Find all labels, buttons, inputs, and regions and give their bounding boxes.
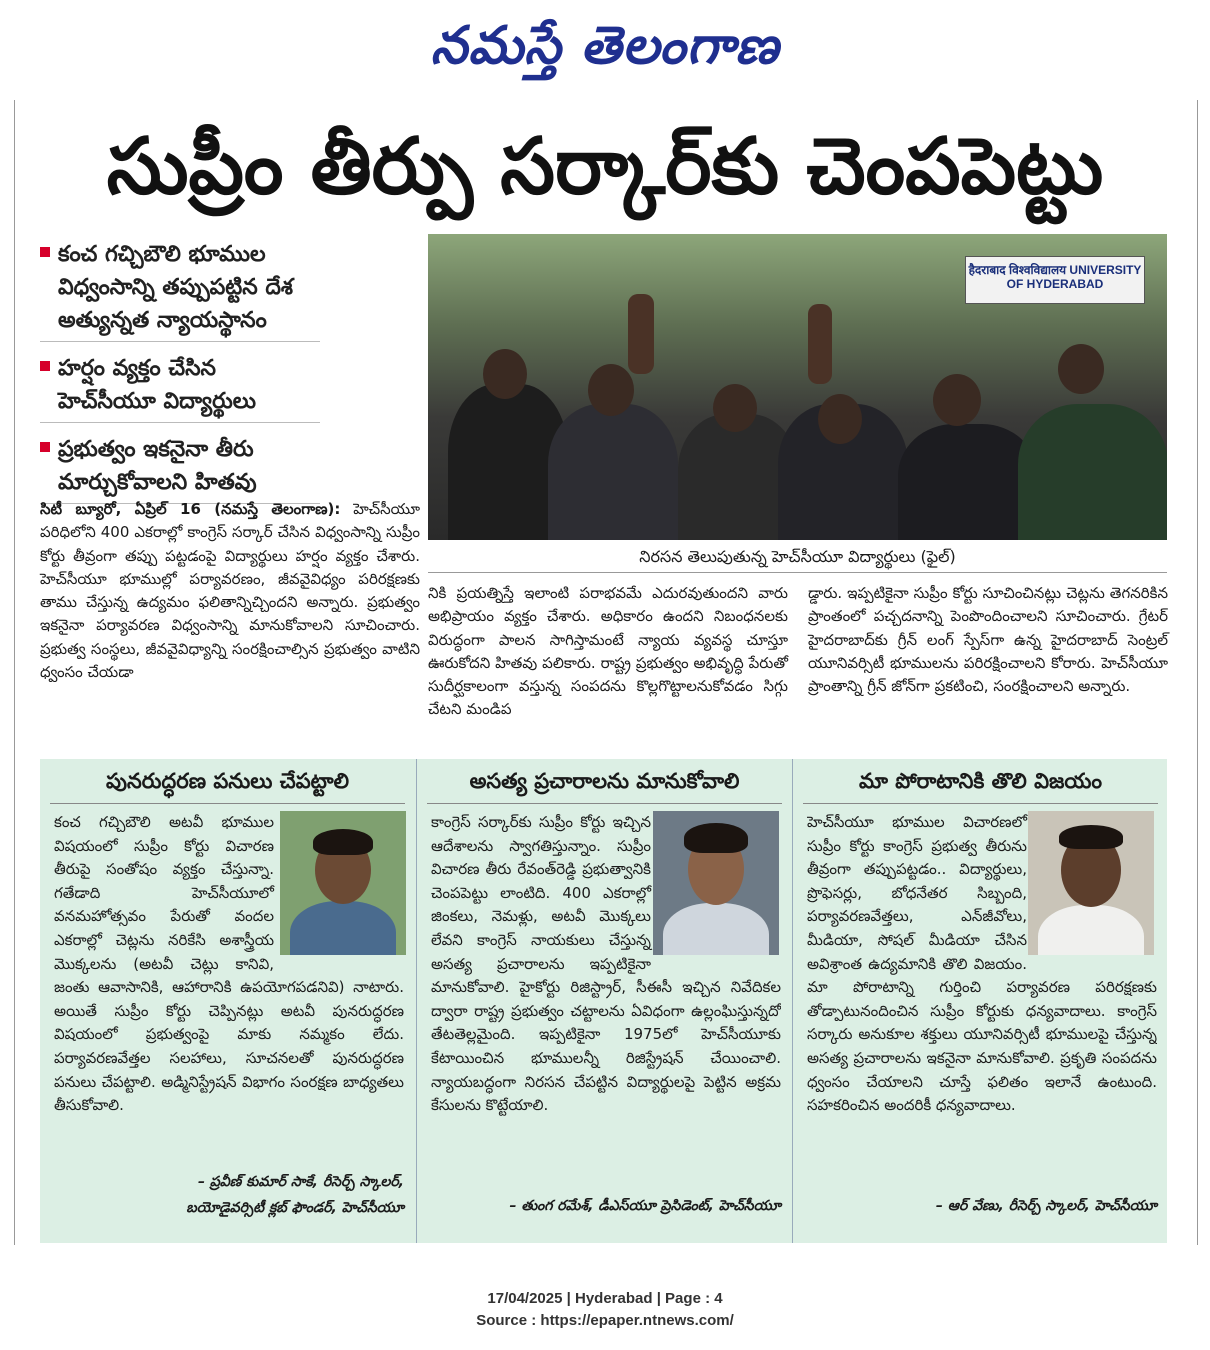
opinion-text: కాంగ్రెస్ సర్కార్‌కు సుప్రీం కోర్టు ఇచ్చిన ఆదేశాలను స్వాగతిస్తున్నాం. సుప్రీం విచారణ తీరు రేవంత్‌రెడ్డి ప్రభుత్వానికి చెంపపెట్టు లాంటిది. 400 ఎకరాల్లో జింకలు, నెమళ్లు, అటవీ మొక్కలు లేవని కాంగ్రెస్ నాయకులు చేస్తున్న అసత్య ప్రచారాలను ఇప్పటికైనా మానుకోవాలి. హైకోర్టు రిజిస్ట్రార్, సీఈసీ ఇచ్చిన నివేదికల ద్వారా రాష్ట్ర ప్రభుత్వం చట్టాలను ఏవిధంగా ఉల్లంఘిస్తున్నదో తేటతెల్లమైంది. ఇప్పటికైనా 1975లో హెచ్‌సీయూకు కేటాయించిన భూములన్నీ రిజిస్ట్రేషన్ చేయించాలి. న్యాయబద్ధంగా నిరసన చేపట్టిన విద్యార్థులపై పెట్టిన అక్రమ కేసులను కొట్టేయాలి. <box>431 813 781 1115</box>
opinion-box <box>40 759 1167 1243</box>
opinion-title: అసత్య ప్రచారాలను మానుకోవాలి <box>427 759 782 804</box>
dateline: సిటీ బ్యూరో, ఏప్రిల్ 16 (నమస్తే తెలంగాణ): <box>40 500 341 518</box>
footer-date-page: 17/04/2025 | Hyderabad | Page : 4 <box>487 1290 723 1307</box>
headline: సుప్రీం తీర్పు సర్కార్‌కు చెంపపెట్టు <box>106 122 1104 212</box>
bullet-text: ప్రభుత్వం ఇకనైనా తీరు మార్చుకోవాలని హితవు <box>58 437 257 495</box>
bullet-text: కంచ గచ్చిబౌలి భూముల విధ్వంసాన్ని తప్పుపట్టిన దేశ అత్యున్నత న్యాయస్థానం <box>58 242 293 333</box>
opinion-text: కంచ గచ్చిబౌలి అటవీ భూముల విషయంలో సుప్రీం కోర్టు విచారణ తీరుపై సంతోషం వ్యక్తం చేస్తున్నా. గతేడాది హెచ్‌సీయూలో వనమహోత్సవం పేరుతో వందల ఎకరాల్లో చెట్లను నరికేసి అశాస్త్రీయ మొక్కలను (అటవీ చెట్లు కానివి, జంతు ఆవాసానికి, ఆహారానికి ఉపయోగపడనివి) నాటారు. అయితే సుప్రీం కోర్టు చెప్పినట్లు అటవీ పునరుద్ధరణ విషయంలో ప్రభుత్వంపై మాకు నమ్మకం లేదు. పర్యావరణవేత్తల సలహాలు, సూచనలతో పునరుద్ధరణ పనులు చేపట్టాలి. అడ్మినిస్ట్రేషన్ విభాగం సంరక్షణ బాధ్యతలు తీసుకోవాలి. <box>54 813 404 1115</box>
opinion-title: పునరుద్ధరణ పనులు చేపట్టాలి <box>50 759 405 804</box>
opinion-column-2 <box>416 759 792 1243</box>
red-square-icon <box>40 247 50 257</box>
university-sign: हैदराबाद विश्वविद्यालय UNIVERSITY OF HYDERABAD <box>965 256 1145 304</box>
bullet-item <box>40 352 320 423</box>
opinion-text: హెచ్‌సీయూ భూముల విచారణలో సుప్రీం కోర్టు కాంగ్రెస్ ప్రభుత్వ తీరును తీవ్రంగా తప్పుపట్టడం.. విద్యార్థులు, ప్రొఫెసర్లు, బోధనేతర సిబ్బంది, పర్యావరణవేత్తలు, ఎన్‌జీవోలు, మీడియా, సోషల్ మీడియా చేసిన అవిశ్రాంత ఉద్యమానికి తొలి విజయం. మా పోరాటాన్ని గుర్తించి పర్యావరణ పరిరక్షణకు తోడ్పాటునందించిన సుప్రీం కోర్టుకు ధన్యవాదాలు. కాంగ్రెస్ సర్కారు అనుకూల శక్తులు యూనివర్సిటీ భూములపై చేస్తున్న అసత్య ప్రచారాలను ఇకనైనా మానుకోవాలి. ప్రకృతి సంపదను ధ్వంసం చేయాలని చూస్తే ఫలితం ఇలానే ఉంటుంది. సహకరించిన అందరికీ ధన్యవాదాలు. <box>807 813 1157 1115</box>
opinion-author: – ప్రవీణ్ కుమార్ సాకే, రీసెర్చ్ స్కాలర్, <box>197 1174 404 1190</box>
protest-photo <box>428 234 1167 540</box>
footer-source-link[interactable]: Source : https://epaper.ntnews.com/ <box>476 1312 734 1329</box>
bullet-item <box>40 433 320 504</box>
opinion-title: మా పోరాటానికి తొలి విజయం <box>803 759 1158 804</box>
bullet-text: హర్షం వ్యక్తం చేసిన హెచ్‌సీయూ విద్యార్థులు <box>58 356 257 414</box>
bullet-item <box>40 238 320 342</box>
red-square-icon <box>40 442 50 452</box>
photo-caption: నిరసన తెలుపుతున్న హెచ్‌సీయూ విద్యార్థులు (ఫైల్) <box>428 542 1167 573</box>
article-column-3: డ్డారు. ఇప్పటికైనా సుప్రీం కోర్టు సూచించినట్లు చెట్లను తెగనరికిన ప్రాంతంలో పచ్చదనాన్ని పెంపొందించాలని సూచించారు. గ్రేటర్ హైదరాబాద్‌కు గ్రీన్ లంగ్ స్పేస్‌గా ఉన్న హైదరాబాద్ సెంట్రల్ యూనివర్సిటీ భూములను పరిరక్షించాలని కోరారు. హెచ్‌సీయూ ప్రాంతాన్ని గ్రీన్ జోన్‌గా ప్రకటించి, సంరక్షించాలని అన్నారు. <box>808 584 1168 696</box>
article-column-2: నికి ప్రయత్నిస్తే ఇలాంటి పరాభవమే ఎదురవుతుందని వారు అభిప్రాయం వ్యక్తం చేశారు. అధికారం ఉందని నిబంధనలకు విరుద్ధంగా పాలన సాగిస్తామంటే న్యాయ వ్యవస్థ చూస్తూ ఊరుకోదని హితవు పలికారు. రాష్ట్ర ప్రభుత్వం అభివృద్ధి పేరుతో సుదీర్ఘకాలంగా వస్తున్న సంపదను కొల్లగొట్టాలనుకోవడం సిగ్గు చేటని మండిప <box>428 584 788 719</box>
opinion-column-1 <box>40 759 415 1243</box>
article-column-1 <box>40 498 420 684</box>
opinion-author: – ఆర్ వేణు, రీసెర్చ్ స్కాలర్, హెచ్‌సీయూ <box>935 1198 1157 1214</box>
opinion-author: – తుంగ రమేశ్, డీఎస్‌యూ ప్రెసిడెంట్, హెచ్‌సీయూ <box>509 1198 781 1214</box>
red-square-icon <box>40 361 50 371</box>
article-text: హెచ్‌సీయూ పరిధిలోని 400 ఎకరాల్లో కాంగ్రెస్ సర్కార్ చేసిన విధ్వంసాన్ని సుప్రీం కోర్టు తీవ్రంగా తప్పు పట్టడంపై విద్యార్థులు హర్షం వ్యక్తం చేశారు. హెచ్‌సీయూ భూముల్లో పర్యావరణం, జీవవైవిధ్యం పరిరక్షణకు తాము చేస్తున్న ఉద్యమం ఫలితాన్నిచ్చిందని అన్నారు. ప్రభుత్వం ఇకనైనా పర్యావరణ విధ్వంసాన్ని మానుకోవాలని సూచించారు. ప్రభుత్వ సంస్థలు, జీవవైవిధ్యాన్ని సంరక్షించాల్సిన ప్రభుత్వం వాటిని ధ్వంసం చేయడా <box>40 500 420 682</box>
opinion-column-3 <box>792 759 1168 1243</box>
highlight-bullets <box>40 238 420 514</box>
opinion-author-title: బయోడైవర్సిటీ క్లబ్ ఫౌండర్, హెచ్‌సీయూ <box>186 1200 404 1216</box>
masthead-logo: నమస్తే తెలంగాణ <box>430 15 780 76</box>
